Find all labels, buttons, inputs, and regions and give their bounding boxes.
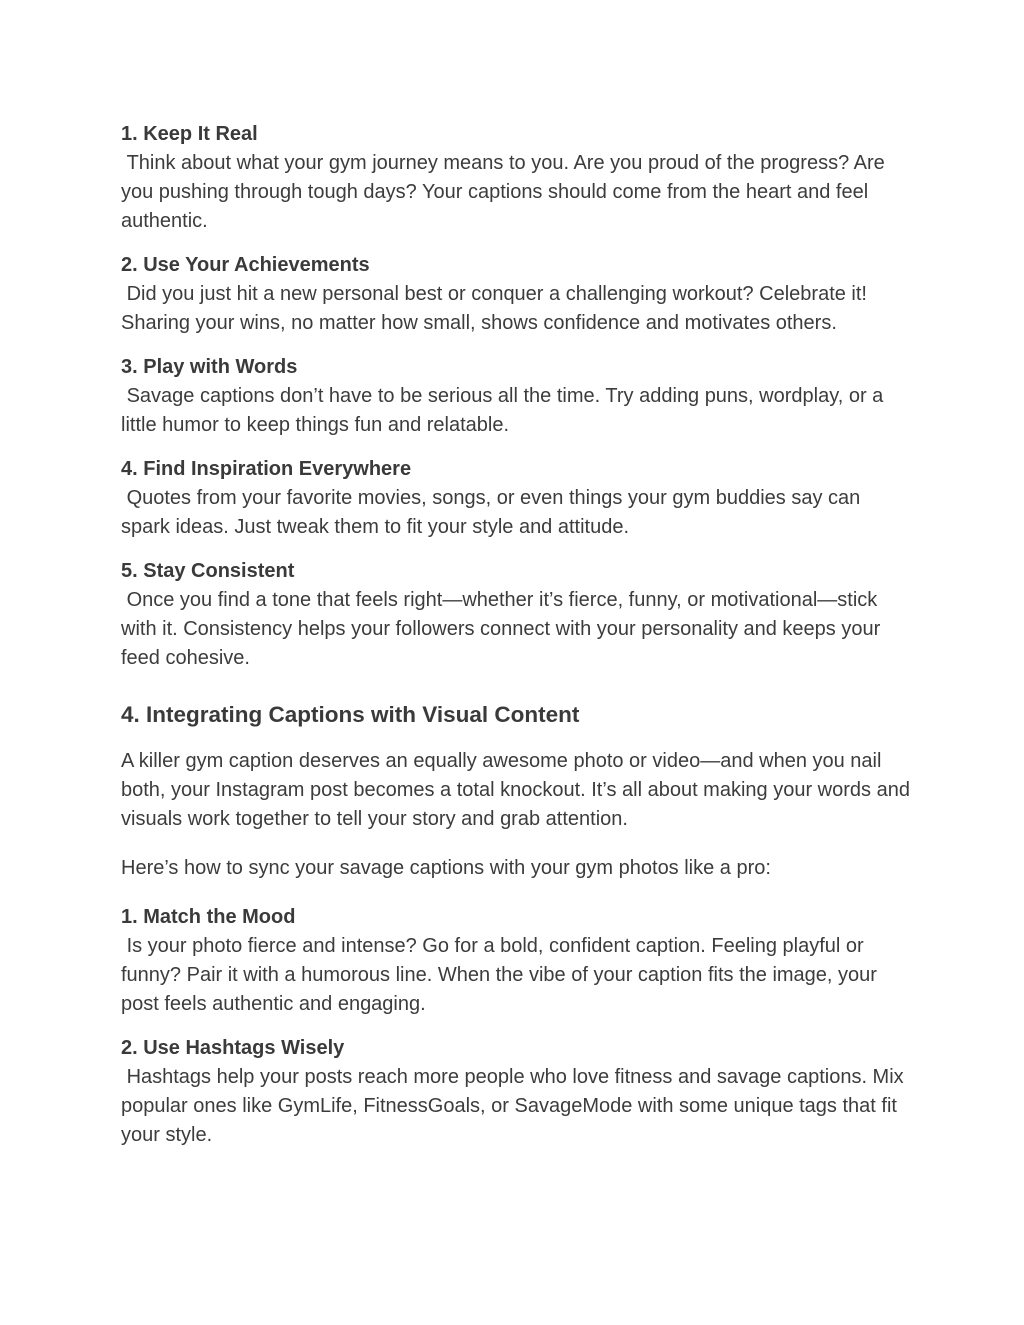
- tip-title: 2. Use Your Achievements: [121, 254, 370, 276]
- tip-find-inspiration: [121, 455, 911, 542]
- tip-body: Did you just hit a new personal best or conquer a challenging workout? Celebrate it! Sharing your wins, no matter how small, shows confidence and motivates others.: [121, 283, 873, 334]
- tip-play-with-words: [121, 353, 911, 440]
- tip-match-the-mood: [121, 903, 911, 1019]
- tip-title: 4. Find Inspiration Everywhere: [121, 458, 412, 480]
- document-page: [121, 120, 911, 1165]
- tip-body: Think about what your gym journey means to you. Are you proud of the progress? Are you pushing through tough days? Your captions should come from the heart and feel authentic.: [121, 152, 891, 232]
- section-paragraph: Here’s how to sync your savage captions with your gym photos like a pro:: [121, 857, 771, 879]
- tip-use-hashtags: [121, 1034, 911, 1150]
- tip-title: 3. Play with Words: [121, 356, 298, 378]
- tip-body: Once you find a tone that feels right—whether it’s fierce, funny, or motivational—stick with it. Consistency helps your followers connect with your personality and keeps your feed cohesive.: [121, 589, 886, 669]
- tip-body: Quotes from your favorite movies, songs, or even things your gym buddies say can spark ideas. Just tweak them to fit your style and attitude.: [121, 487, 866, 538]
- tip-keep-it-real: [121, 120, 911, 236]
- tip-title: 5. Stay Consistent: [121, 560, 295, 582]
- tip-title: 1. Match the Mood: [121, 906, 296, 928]
- tip-title: 1. Keep It Real: [121, 123, 258, 145]
- section-heading: 4. Integrating Captions with Visual Content: [121, 702, 580, 727]
- tip-stay-consistent: [121, 557, 911, 673]
- tip-body: Is your photo fierce and intense? Go for a bold, confident caption. Feeling playful or funny? Pair it with a humorous line. When the vibe of your caption fits the image, your post feels authentic and engaging.: [121, 935, 883, 1015]
- section-paragraph: A killer gym caption deserves an equally awesome photo or video—and when you nail both, your Instagram post becomes a total knockout. It’s all about making your words and visuals work together to tell your story and grab attention.: [121, 750, 910, 830]
- tip-title: 2. Use Hashtags Wisely: [121, 1037, 345, 1059]
- tip-use-achievements: [121, 251, 911, 338]
- tip-body: Hashtags help your posts reach more people who love fitness and savage captions. Mix popular ones like GymLife, FitnessGoals, or SavageMode with some unique tags that fit your style.: [121, 1066, 910, 1146]
- tip-body: Savage captions don’t have to be serious all the time. Try adding puns, wordplay, or a little humor to keep things fun and relatable.: [121, 385, 889, 436]
